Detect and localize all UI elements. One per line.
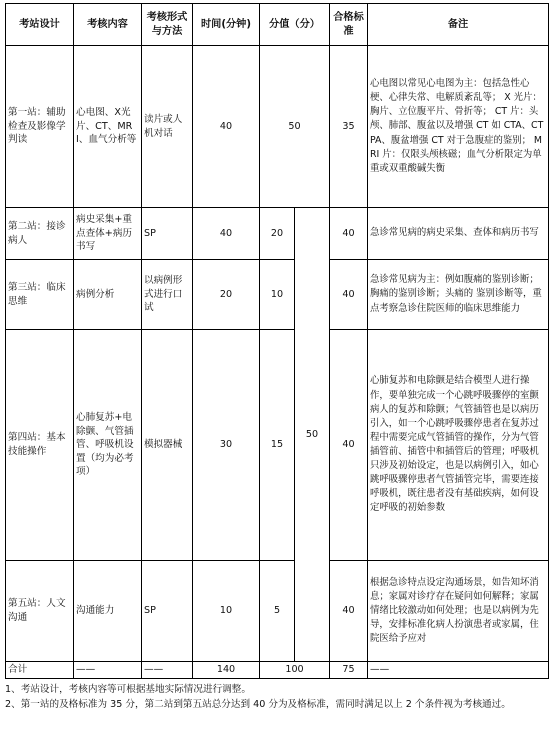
table-row bbox=[6, 260, 549, 330]
score-cell: 50 bbox=[260, 46, 330, 208]
station-cell: 第五站：人文沟通 bbox=[6, 561, 74, 662]
station-cell: 第二站：接诊病人 bbox=[6, 208, 74, 260]
footnote-1: 1、考站设计，考核内容等可根据基地实际情况进行调整。 bbox=[5, 684, 251, 695]
header-pass: 合格标准 bbox=[330, 4, 368, 46]
time-cell: 40 bbox=[193, 208, 260, 260]
content-cell: 心电图、X光片、CT、MRI、血气分析等 bbox=[74, 46, 142, 208]
note-cell: 心电图以常见心电图为主：包括急性心梗、心律失常、电解质紊乱等； X 光片：胸片、立位腹平片、骨折等； CT 片：头颅、肺部、腹盆以及增强 CT 如 CTA、CTPA、腹盆增强 CT 对于急腹症的鉴别； MRI 片：仅限头颅核磁；血气分析限定为单重或双重酸碱失衡 bbox=[368, 46, 549, 208]
total-pass: 75 bbox=[330, 662, 368, 679]
total-note: —— bbox=[368, 662, 549, 679]
note-cell: 心肺复苏和电除颤是结合模型人进行操作，要单独完成一个心跳呼吸骤停的室颤病人的复苏和除颤；气管插管也是以病历引入，如一个心跳呼吸骤停患者在复苏过程中需要完成气管插管的操作，分为气管插管前、插管中和插管后的管理；呼吸机只涉及初始设定，也是以病例引入，如心跳呼吸骤停患者气管插管完毕，需要连接呼吸机，既往患者没有基础疾病，如何设定呼吸的初始参数 bbox=[368, 330, 549, 561]
total-content: —— bbox=[74, 662, 142, 679]
table-row bbox=[6, 46, 549, 208]
note-cell: 根据急诊特点设定沟通场景，如告知坏消息；家属对诊疗存在疑问如何解释；家属 情绪比较激动如何处理；也是以病例为先导，安排标准化病人扮演患者或家属，住院医给予应对 bbox=[368, 561, 549, 662]
total-score: 100 bbox=[260, 662, 330, 679]
table-row bbox=[6, 208, 549, 260]
time-cell: 40 bbox=[193, 46, 260, 208]
score-cell: 15 bbox=[260, 330, 295, 561]
table-row bbox=[6, 330, 549, 561]
method-cell: SP bbox=[142, 561, 193, 662]
content-cell: 沟通能力 bbox=[74, 561, 142, 662]
station-cell: 第三站：临床思维 bbox=[6, 260, 74, 330]
total-method: —— bbox=[142, 662, 193, 679]
pass-cell: 40 bbox=[330, 330, 368, 561]
combined-score-cell: 50 bbox=[295, 208, 330, 662]
station-cell: 第一站：辅助检查及影像学判读 bbox=[6, 46, 74, 208]
content-cell: 心肺复苏+电除颤、气管插管、呼吸机设置（均为必考项） bbox=[74, 330, 142, 561]
header-row bbox=[6, 4, 549, 46]
total-label: 合计 bbox=[6, 662, 74, 679]
pass-cell: 40 bbox=[330, 561, 368, 662]
score-cell: 20 bbox=[260, 208, 295, 260]
score-cell: 5 bbox=[260, 561, 295, 662]
exam-station-table bbox=[5, 3, 549, 679]
header-method: 考核形式与方法 bbox=[142, 4, 193, 46]
note-cell: 急诊常见病为主：例如腹痛的鉴别诊断；胸痛的鉴别诊断；头痛的 鉴别诊断等，重点考察急诊住院医师的临床思维能力 bbox=[368, 260, 549, 330]
pass-cell: 40 bbox=[330, 260, 368, 330]
method-cell: SP bbox=[142, 208, 193, 260]
score-cell: 10 bbox=[260, 260, 295, 330]
method-cell: 读片或人机对话 bbox=[142, 46, 193, 208]
time-cell: 20 bbox=[193, 260, 260, 330]
content-cell: 病例分析 bbox=[74, 260, 142, 330]
station-cell: 第四站：基本技能操作 bbox=[6, 330, 74, 561]
method-cell: 模拟器械 bbox=[142, 330, 193, 561]
time-cell: 10 bbox=[193, 561, 260, 662]
header-station: 考站设计 bbox=[6, 4, 74, 46]
total-time: 140 bbox=[193, 662, 260, 679]
pass-cell: 40 bbox=[330, 208, 368, 260]
header-note: 备注 bbox=[368, 4, 549, 46]
content-cell: 病史采集+重点查体+病历书写 bbox=[74, 208, 142, 260]
footnotes bbox=[5, 683, 548, 713]
footnote-2: 2、第一站的及格标准为 35 分，第二站到第五站总分达到 40 分为及格标准，需同时满足以上 2 个条件视为考核通过。 bbox=[5, 698, 511, 710]
pass-cell: 35 bbox=[330, 46, 368, 208]
table-row bbox=[6, 561, 549, 662]
time-cell: 30 bbox=[193, 330, 260, 561]
header-content: 考核内容 bbox=[74, 4, 142, 46]
note-cell: 急诊常见病的病史采集、查体和病历书写 bbox=[368, 208, 549, 260]
header-score: 分值（分） bbox=[260, 4, 330, 46]
total-row bbox=[6, 662, 549, 679]
header-time: 时间(分钟) bbox=[193, 4, 260, 46]
method-cell: 以病例形式进行口试 bbox=[142, 260, 193, 330]
